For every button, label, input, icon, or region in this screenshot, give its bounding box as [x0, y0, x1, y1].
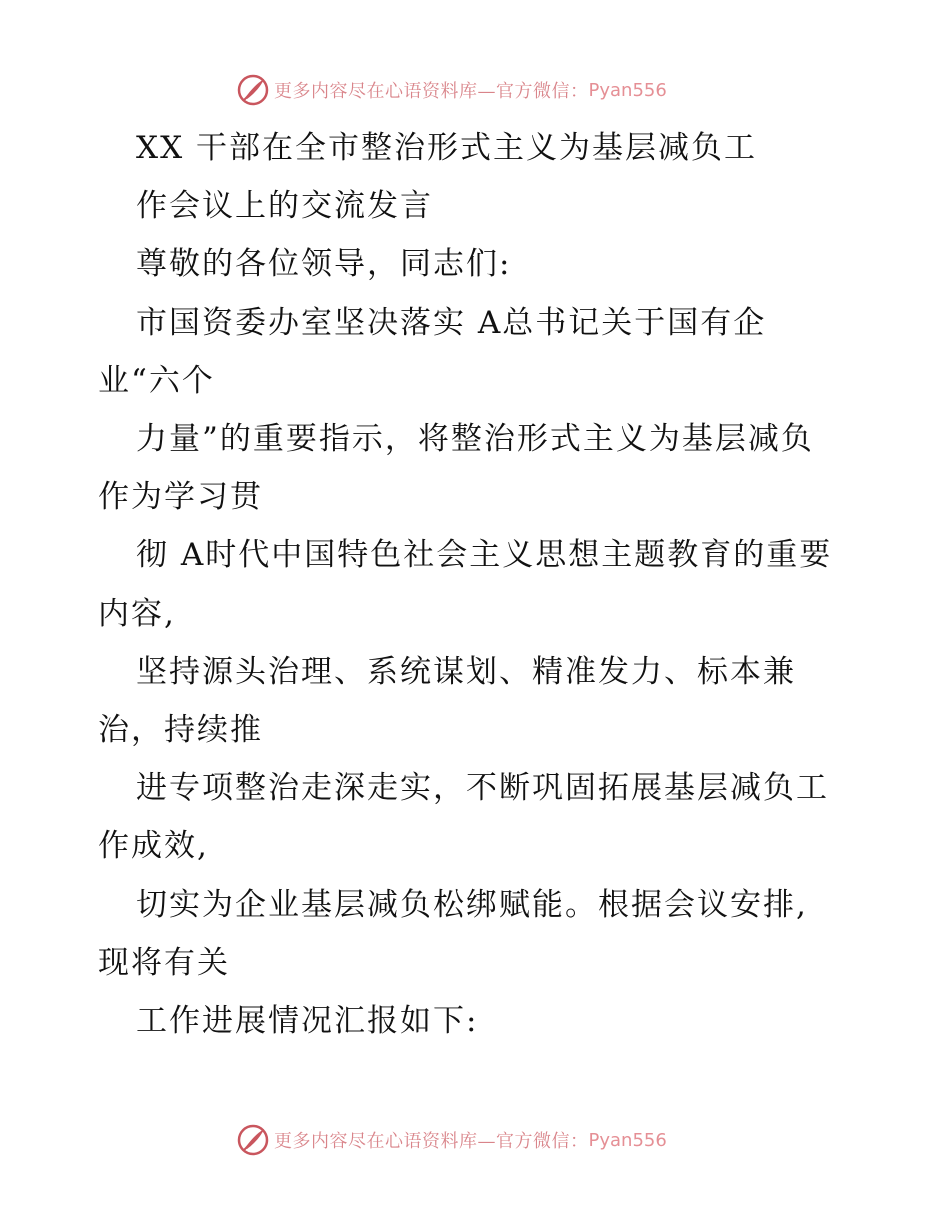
text-line: 作成效,	[98, 828, 209, 864]
watermark-text: 更多内容尽在心语资料库—官方微信：	[274, 1131, 589, 1152]
text-line: 坚持源头治理、系统谋划、精准发力、标本兼	[136, 654, 796, 690]
text-line: 力量”的重要指示，将整治形式主义为基层减负	[136, 421, 814, 457]
header-watermark	[236, 72, 667, 108]
quill-logo-icon	[236, 1123, 270, 1157]
text-line: 彻 A时代中国特色社会主义思想主题教育的重要	[136, 537, 833, 573]
salutation: 尊敬的各位领导，同志们:	[136, 246, 512, 282]
text-line: 业“六个	[98, 363, 215, 399]
text-line: 进专项整治走深走实，不断巩固拓展基层减负工	[136, 770, 829, 806]
text-line: 工作进展情况汇报如下:	[136, 1003, 479, 1039]
text-line: 市国资委办室坚决落实 A总书记关于国有企	[136, 305, 767, 341]
title-line-1: XX 干部在全市整治形式主义为基层减负工	[136, 130, 757, 166]
title-line-2: 作会议上的交流发言	[136, 188, 433, 224]
watermark-wechat-id: Pyan556	[588, 79, 667, 101]
text-line: 切实为企业基层减负松绑赋能。根据会议安排,	[136, 887, 808, 923]
text-line: 内容,	[98, 596, 176, 632]
watermark-text: 更多内容尽在心语资料库—官方微信：	[274, 81, 589, 102]
footer-watermark	[236, 1122, 667, 1158]
text-line: 作为学习贯	[98, 479, 263, 515]
text-line: 治，持续推	[98, 712, 263, 748]
watermark-wechat-id: Pyan556	[588, 1129, 667, 1151]
quill-logo-icon	[236, 73, 270, 107]
text-line: 现将有关	[98, 945, 230, 981]
